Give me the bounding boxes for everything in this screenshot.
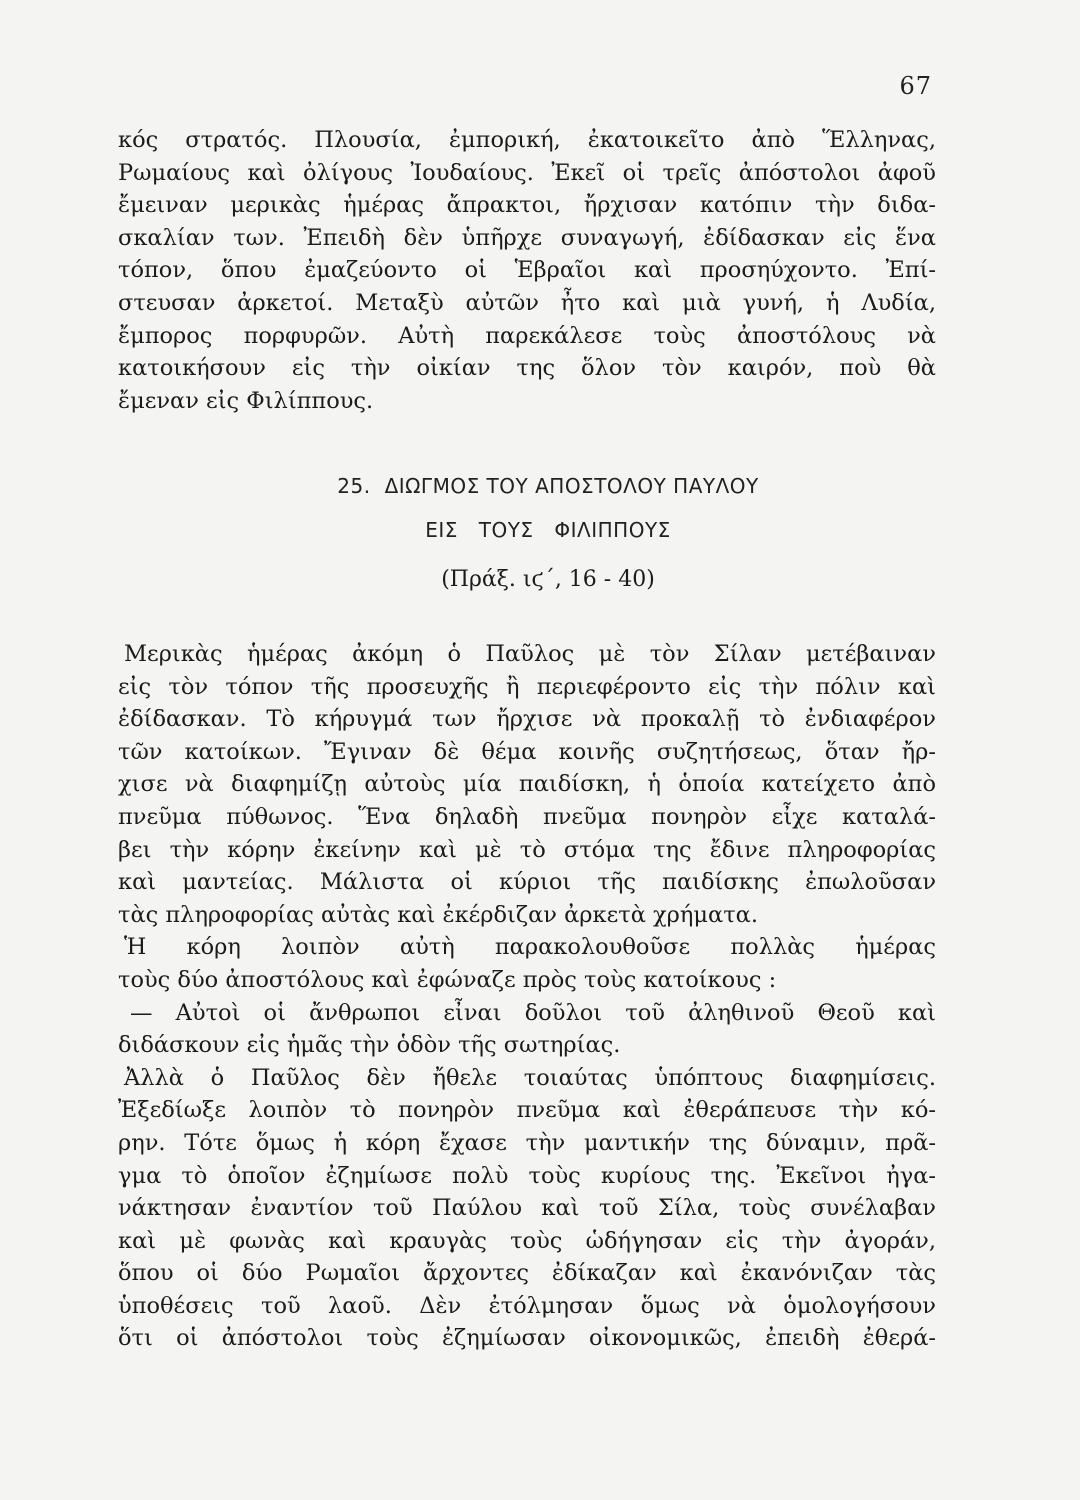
text-line: χισε νὰ διαφημίζῃ αὐτοὺς μία παιδίσκη, ἡ ὁποία κατείχετο ἀπὸ <box>118 771 936 798</box>
text-line: καὶ μαντείας. Μάλιστα οἱ κύριοι τῆς παιδίσκης ἐπωλοῦσαν <box>118 869 936 896</box>
text-line: τὰς πληροφορίας αὐτὰς καὶ ἐκέρδιζαν ἀρκετὰ χρήματα. <box>118 901 758 928</box>
text-line: Ρωμαίους καὶ ὀλίγους Ἰουδαίους. Ἐκεῖ οἱ τρεῖς ἀπόστολοι ἀφοῦ <box>118 159 936 186</box>
top-paragraph <box>118 124 936 417</box>
text-line: ὑποθέσεις τοῦ λαοῦ. Δὲν ἐτόλμησαν ὅμως νὰ ὁμολογήσουν <box>118 1292 936 1319</box>
text-line: ἔμεναν εἰς Φιλίππους. <box>118 387 374 414</box>
text-line: σκαλίαν των. Ἐπειδὴ δὲν ὑπῆρχε συναγωγή, ἐδίδασκαν εἰς ἕνα <box>118 224 936 251</box>
text-line: ἔμειναν μερικὰς ἡμέρας ἄπρακτοι, ἤρχισαν κατόπιν τὴν διδα- <box>118 192 936 219</box>
section-number: 25. <box>337 474 371 498</box>
text-line: ἐδίδασκαν. Τὸ κήρυγμά των ἤρχισε νὰ προκαλῇ τὸ ἐνδιαφέρον <box>118 706 936 733</box>
section-title-line-1: ΔΙΩΓΜΟΣ ΤΟΥ ΑΠΟΣΤΟΛΟΥ ΠΑΥΛΟΥ <box>384 474 759 498</box>
text-line: στευσαν ἀρκετοί. Μεταξὺ αὐτῶν ἦτο καὶ μιὰ γυνή, ἡ Λυδία, <box>118 289 936 316</box>
text-line: ὅπου οἱ δύο Ρωμαῖοι ἄρχοντες ἐδίκαζαν καὶ ἐκανόνιζαν τὰς <box>118 1260 936 1287</box>
text-line: — Αὐτοὶ οἱ ἄνθρωποι εἶναι δοῦλοι τοῦ ἀληθινοῦ Θεοῦ καὶ <box>130 999 936 1026</box>
text-line: νάκτησαν ἐναντίον τοῦ Παύλου καὶ τοῦ Σίλα, τοὺς συνέλαβαν <box>118 1195 936 1222</box>
text-line: Μερικὰς ἡμέρας ἀκόμη ὁ Παῦλος μὲ τὸν Σίλαν μετέβαιναν <box>124 641 936 667</box>
text-line: τῶν κατοίκων. Ἔγιναν δὲ θέμα κοινῆς συζητήσεως, ὅταν ἤρ- <box>118 738 936 765</box>
section-heading <box>8 474 1080 498</box>
text-line: Ἀλλὰ ὁ Παῦλος δὲν ἤθελε τοιαύτας ὑπόπτους διαφημίσεις. <box>124 1064 936 1091</box>
text-line: κός στρατός. Πλουσία, ἐμπορική, ἐκατοικεῖτο ἀπὸ Ἕλληνας, <box>118 127 936 153</box>
text-line: ἔμπορος πορφυρῶν. Αὐτὴ παρεκάλεσε τοὺς ἀποστόλους νὰ <box>118 322 936 349</box>
text-line: βει τὴν κόρην ἐκείνην καὶ μὲ τὸ στόμα της ἔδινε πληροφορίας <box>118 836 936 863</box>
text-line: τόπον, ὅπου ἐμαζεύοντο οἱ Ἑβραῖοι καὶ προσηύχοντο. Ἐπί- <box>118 257 936 284</box>
text-line: Ἡ κόρη λοιπὸν αὐτὴ παρακολουθοῦσε πολλὰς ἡμέρας <box>124 934 936 961</box>
text-line: ὅτι οἱ ἀπόστολοι τοὺς ἐζημίωσαν οἰκονομικῶς, ἐπειδὴ ἐθερά- <box>118 1325 936 1352</box>
section-title-line-2: ΕΙΣ ΤΟΥΣ ΦΙΛΙΠΠΟΥΣ <box>425 518 671 542</box>
scripture-reference: (Πράξ. ιϛ΄, 16 - 40) <box>441 567 655 592</box>
text-line: τοὺς δύο ἀποστόλους καὶ ἐφώναζε πρὸς τοὺς κατοίκους : <box>118 966 777 993</box>
text-line: διδάσκουν εἰς ἡμᾶς τὴν ὁδὸν τῆς σωτηρίας. <box>118 1032 621 1059</box>
text-line: καὶ μὲ φωνὰς καὶ κραυγὰς τοὺς ὡδήγησαν εἰς τὴν ἀγοράν, <box>118 1227 936 1254</box>
text-line: κατοικήσουν εἰς τὴν οἰκίαν της ὅλον τὸν καιρόν, ποὺ θὰ <box>118 355 936 382</box>
page-number: 67 <box>899 72 932 100</box>
text-line: Ἐξεδίωξε λοιπὸν τὸ πονηρὸν πνεῦμα καὶ ἐθεράπευσε τὴν κό- <box>118 1097 936 1124</box>
main-text <box>118 638 936 1355</box>
text-line: εἰς τὸν τόπον τῆς προσευχῆς ἢ περιεφέροντο εἰς τὴν πόλιν καὶ <box>118 673 936 700</box>
text-line: γμα τὸ ὁποῖον ἐζημίωσε πολὺ τοὺς κυρίους της. Ἐκεῖνοι ἠγα- <box>118 1162 936 1189</box>
text-line: ρην. Τότε ὅμως ἡ κόρη ἔχασε τὴν μαντικήν της δύναμιν, πρᾶ- <box>118 1129 936 1156</box>
text-line: πνεῦμα πύθωνος. Ἕνα δηλαδὴ πνεῦμα πονηρὸν εἶχε καταλά- <box>118 803 936 830</box>
